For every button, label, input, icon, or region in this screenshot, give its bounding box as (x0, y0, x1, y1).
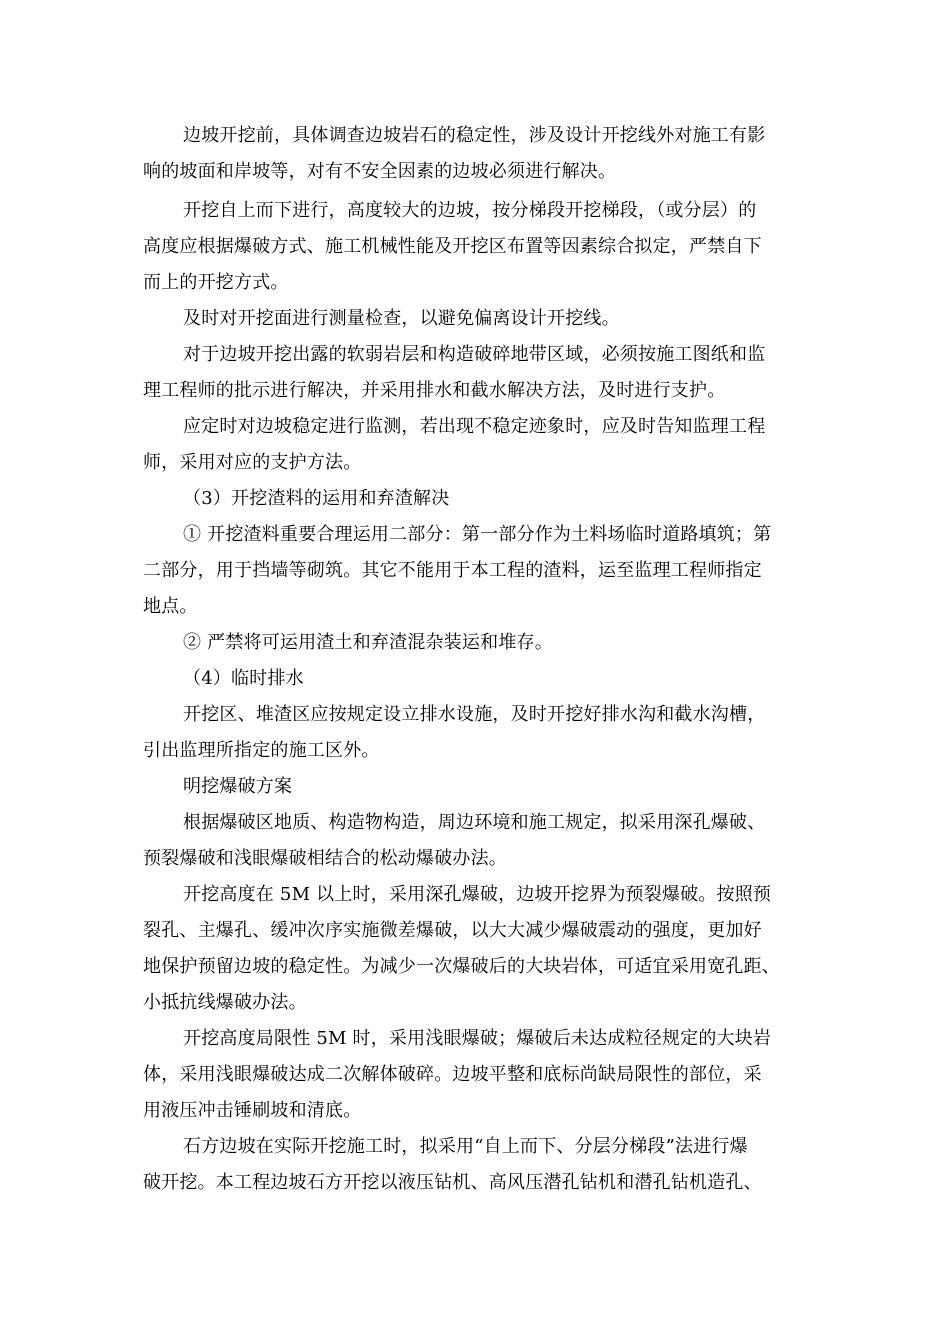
text-line: 用液压冲击锤刷坡和清底。 (143, 1100, 362, 1121)
text-line: 预裂爆破和浅眼爆破相结合的松动爆破办法。 (143, 848, 507, 869)
text-line: 石方边坡在实际开挖施工时，拟采用“自上而下、分层分梯段”法进行爆 (183, 1136, 748, 1157)
text-line: 开挖高度局限性 5M 时，采用浅眼爆破；爆破后未达成粒径规定的大块岩 (183, 1028, 772, 1049)
text-line: 根据爆破区地质、构造物构造，周边环境和施工规定，拟采用深孔爆破、 (183, 812, 766, 833)
text-line: 应定时对边坡稳定进行监测，若出现不稳定迹象时，应及时告知监理工程 (183, 416, 766, 437)
text-line: 响的坡面和岸坡等，对有不安全因素的边坡必须进行解决。 (143, 161, 617, 182)
section-heading: （4）临时排水 (183, 668, 304, 689)
text-line: 而上的开挖方式。 (143, 272, 289, 293)
text-line: 破开挖。本工程边坡石方开挖以液压钻机、高风压潜孔钻机和潜孔钻机造孔、 (143, 1172, 762, 1193)
text-line: 地保护预留边坡的稳定性。为减少一次爆破后的大块岩体，可适宜采用宽孔距、 (143, 956, 780, 977)
text-line: ② 严禁将可运用渣土和弃渣混杂装运和堆存。 (183, 632, 553, 653)
text-line: ① 开挖渣料重要合理运用二部分：第一部分作为土料场临时道路填筑；第 (183, 524, 772, 545)
text-line: 理工程师的批示进行解决，并采用排水和截水解决方法，及时进行支护。 (143, 380, 726, 401)
text-line: 开挖高度在 5M 以上时，采用深孔爆破，边坡开挖界为预裂爆破。按照预 (183, 884, 772, 905)
text-line: 二部分，用于挡墙等砌筑。其它不能用于本工程的渣料，运至监理工程师指定 (143, 560, 762, 581)
text-line: 高度应根据爆破方式、施工机械性能及开挖区布置等因素综合拟定，严禁自下 (143, 236, 762, 257)
section-heading: （3）开挖渣料的运用和弃渣解决 (183, 488, 450, 509)
text-line: 开挖自上而下进行，高度较大的边坡，按分梯段开挖梯段，（或分层）的 (183, 200, 757, 221)
text-line: 裂孔、主爆孔、缓冲次序实施微差爆破，以大大减少爆破震动的强度，更加好 (143, 920, 762, 941)
text-line: 开挖区、堆渣区应按规定设立排水设施，及时开挖好排水沟和截水沟槽， (183, 704, 766, 725)
section-heading: 明挖爆破方案 (183, 776, 293, 797)
text-line: 师，采用对应的支护方法。 (143, 452, 362, 473)
text-line: 边坡开挖前，具体调查边坡岩石的稳定性，涉及设计开挖线外对施工有影 (183, 125, 766, 146)
text-line: 体，采用浅眼爆破达成二次解体破碎。边坡平整和底标尚缺局限性的部位，采 (143, 1064, 762, 1085)
text-line: 引出监理所指定的施工区外。 (143, 740, 380, 761)
text-line: 地点。 (143, 596, 198, 617)
text-line: 小抵抗线爆破办法。 (143, 992, 307, 1013)
text-line: 对于边坡开挖出露的软弱岩层和构造破碎地带区域，必须按施工图纸和监 (183, 344, 766, 365)
text-line: 及时对开挖面进行测量检查，以避免偏离设计开挖线。 (183, 308, 620, 329)
